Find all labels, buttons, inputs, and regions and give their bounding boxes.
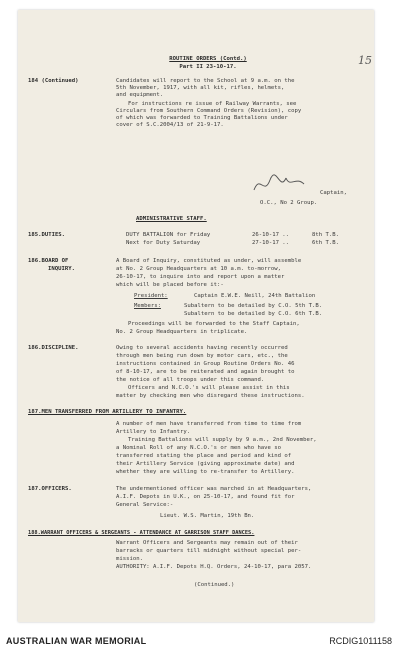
president-value: Captain E.W.E. Neill, 24th Battalion (194, 293, 316, 299)
para-187a-line: transferred stating the place and period and kind of (116, 453, 292, 459)
para-187b-number: 187.OFFICERS. (28, 486, 72, 492)
duty-row-label: Next for Duty Saturday (126, 240, 201, 246)
para-187a-line: a Nominal Roll of any N.C.O.'s or men who have so (116, 445, 282, 451)
para-187b-line: General Service:- (116, 502, 174, 508)
para-187a-line: whether they are willing to re-transfer to Artillery. (116, 469, 295, 475)
para-184-number: 184 (Continued) (28, 78, 79, 84)
para-186a-number-cont: INQUIRY. (48, 266, 75, 272)
continued-note: (Continued.) (194, 582, 235, 588)
archive-footer (0, 630, 400, 654)
para-184-line: Candidates will report to the School at 9 a.m. on the (116, 78, 295, 84)
para-186b-line: through men being run down by motor cars, etc., the (116, 353, 288, 359)
para-186a-number: 186.BOARD OF (28, 258, 69, 264)
signature-mark (250, 170, 310, 198)
president-label: President: (134, 293, 168, 299)
para-186a-closing: No. 2 Group Headquarters in triplicate. (116, 329, 248, 335)
para-184-line: For instructions re issue of Railway Warrants, see (128, 101, 297, 107)
para-186a-line: A Board of Inquiry, constituted as under, will assemble (116, 258, 302, 264)
duty-row-label: DUTY BATTALION for Friday (126, 232, 211, 238)
para-185-number: 185.DUTIES. (28, 232, 66, 238)
member-value: Subaltern to be detailed by C.O. 6th T.B. (184, 311, 323, 317)
para-187a-line: Training Battalions will supply by 9 a.m., 2nd November, (128, 437, 317, 443)
archive-name: AUSTRALIAN WAR MEMORIAL (6, 636, 147, 646)
para-187a-line: their Artillery Service (giving approximate date) and (116, 461, 295, 467)
para-187a-line: A number of men have transferred from time to time from (116, 421, 302, 427)
duty-row-date: 27-10-17 .. (252, 240, 290, 246)
para-186a-line: 26-10-17, to inquire into and report upon a matter (116, 274, 285, 280)
members-label: Members: (134, 303, 161, 309)
signature-unit: O.C., No 2 Group. (260, 200, 318, 206)
duty-row-unit: 8th T.B. (312, 232, 339, 238)
para-184-line: Circulars from Southern Command Orders (Revision), copy (116, 108, 302, 114)
para-186b-number: 186.DISCIPLINE. (28, 345, 79, 351)
para-187b-line: The undermentioned officer was marched in at Headquarters, (116, 486, 312, 492)
para-186a-line: which will be placed before it:- (116, 282, 224, 288)
para-188-line: mission. (116, 556, 143, 562)
document-page (18, 10, 374, 622)
archive-reference: RCDIG1011158 (329, 636, 392, 646)
para-186a-line: at No. 2 Group Headquarters at 10 a.m. to-morrow, (116, 266, 282, 272)
header-subtitle: Part II 23-10-17. (179, 64, 237, 70)
para-186b-line: of 8-10-17, are to be reiterated and again brought to (116, 369, 295, 375)
para-186b-line: the notice of all troops under this command. (116, 377, 265, 383)
header-title: ROUTINE ORDERS (Contd.) (169, 56, 247, 62)
para-187b-line: A.I.F. Depots in U.K., on 25-10-17, and found fit for (116, 494, 295, 500)
para-187a-line: Artillery to Infantry. (116, 429, 191, 435)
para-188-line: Warrant Officers and Sergeants may remain out of their (116, 540, 298, 546)
para-184-line: and equipment. (116, 92, 164, 98)
member-value: Subaltern to be detailed by C.O. 5th T.B. (184, 303, 323, 309)
para-188-authority: AUTHORITY: A.I.F. Depots H.Q. Orders, 24-10-17, para 2057. (116, 564, 312, 570)
para-186b-line: matter by checking men who disregard these instructions. (116, 393, 305, 399)
para-184-line: cover of S.C.2004/13 of 21-9-17. (116, 122, 224, 128)
signature-rank: Captain, (320, 190, 347, 196)
para-186b-line: Owing to several accidents having recently occurred (116, 345, 288, 351)
para-186a-closing: Proceedings will be forwarded to the Staff Captain, (128, 321, 300, 327)
section-title: ADMINISTRATIVE STAFF. (136, 216, 207, 222)
duty-row-date: 26-10-17 .. (252, 232, 290, 238)
para-187a-heading: 187.MEN TRANSFERRED FROM ARTILLERY TO INFANTRY. (28, 409, 187, 415)
duty-row-unit: 6th T.B. (312, 240, 339, 246)
officer-name: Lieut. W.S. Martin, 19th Bn. (160, 513, 255, 519)
para-186b-line: instructions contained in Group Routine Orders No. 46 (116, 361, 295, 367)
para-188-heading: 188.WARRANT OFFICERS & SERGEANTS - ATTENDANCE AT GARRISON STAFF DANCES. (28, 530, 255, 536)
para-184-line: 5th November, 1917, with all kit, rifles, helmets, (116, 85, 285, 91)
para-188-line: barracks or quarters till midnight without special per- (116, 548, 302, 554)
para-186b-line: Officers and N.C.O.'s will please assist in this (128, 385, 290, 391)
para-184-line: of which was forwarded to Training Battalions under (116, 115, 288, 121)
page-number: 15 (358, 54, 372, 67)
